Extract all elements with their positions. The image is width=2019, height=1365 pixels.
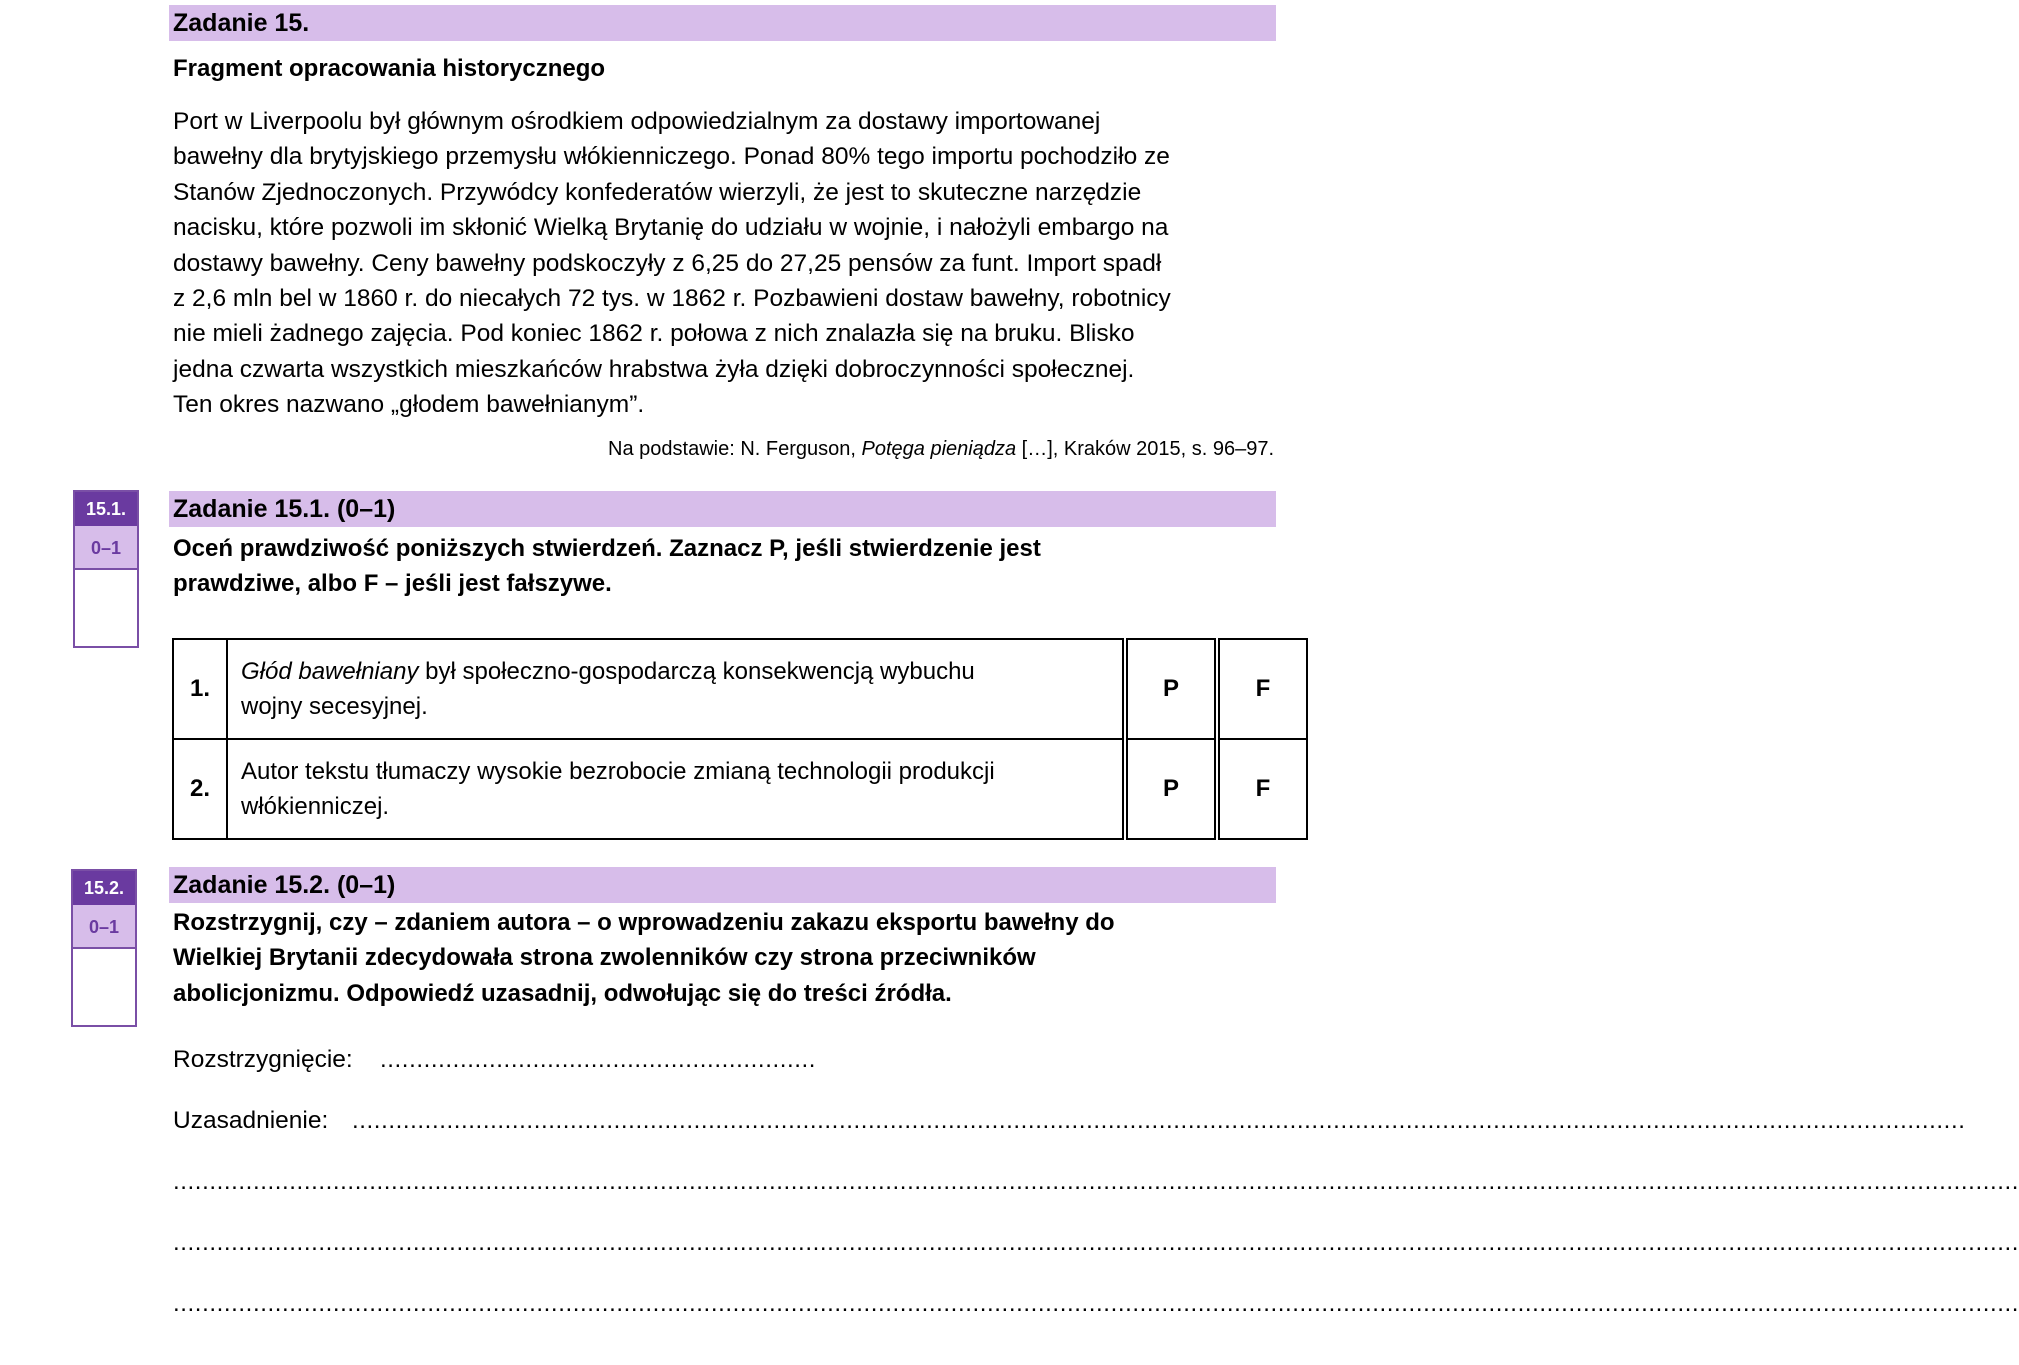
option-false[interactable]: F	[1217, 739, 1307, 839]
score-task-number: 15.2.	[73, 871, 135, 905]
statement-number: 2.	[173, 739, 227, 839]
score-entry-box[interactable]	[73, 949, 135, 1025]
task-15-2-instruction: Rozstrzygnij, czy – zdaniem autora – o wprowadzeniu zakazu eksportu bawełny do Wielkiej Brytanii zdecydowała strona zwolenników czy strona przeciwników abolicjonizmu. Odpowiedź uzasadnij, odwołując się do treści źródła.	[173, 909, 1115, 1007]
passage-subtitle: Fragment opracowania historycznego	[173, 55, 606, 82]
score-points: 0–1	[75, 526, 137, 570]
option-false[interactable]: F	[1217, 639, 1307, 739]
justification-answer-line[interactable]: ..............................................................................................................................................................................................................................	[352, 1107, 1966, 1134]
statement-text: Głód bawełniany był społeczno-gospodarczą konsekwencją wybuchu wojny secesyjnej.	[227, 639, 1125, 739]
passage-text: Port w Liverpoolu był głównym ośrodkiem odpowiedzialnym za dostawy importowanej bawełny dla brytyjskiego przemysłu włókienniczego. Ponad 80% tego importu pochodziło ze Stanów Zjednoczonych. Przywódcy konfederatów wierzyli, że jest to skuteczne narzędzie nacisku, które pozwoli im skłonić Wielką Brytanię do udziału w wojnie, i nałożyli embargo na dostawy bawełny. Ceny bawełny podskoczyły z 6,25 do 27,25 pensów za funt. Import spadł z 2,6 mln bel w 1860 r. do niecałych 72 tys. w 1862 r. Pozbawieni dostaw bawełny, robotnicy nie mieli żadnego zajęcia. Pod koniec 1862 r. połowa z nich znalazła się na bruku. Blisko jedna czwarta wszystkich mieszkańców hrabstwa żyła dzięki dobroczynności społecznej. Ten okres nazwano „głodem bawełnianym”.	[173, 108, 1171, 419]
answer-line[interactable]: ..............................................................................................................................................................................................................................................................	[173, 1290, 2019, 1317]
decision-answer-line[interactable]: ............................................................	[380, 1046, 817, 1073]
option-true[interactable]: P	[1125, 739, 1217, 839]
statement-number: 1.	[173, 639, 227, 739]
true-false-table	[172, 638, 1308, 840]
score-points: 0–1	[73, 905, 135, 949]
option-true[interactable]: P	[1125, 639, 1217, 739]
decision-label: Rozstrzygnięcie:	[173, 1046, 353, 1073]
score-box-15-2	[71, 869, 137, 1027]
score-entry-box[interactable]	[75, 570, 137, 646]
task-15-1-title: Zadanie 15.1. (0–1)	[169, 491, 1276, 527]
score-box-15-1	[73, 490, 139, 648]
task-15-1-instruction: Oceń prawdziwość poniższych stwierdzeń. Zaznacz P, jeśli stwierdzenie jest prawdziwe, albo F – jeśli jest fałszywe.	[173, 535, 1041, 598]
table-row	[173, 739, 1307, 839]
source-citation: Na podstawie: N. Ferguson, Potęga pieniądza […], Kraków 2015, s. 96–97.	[608, 438, 1274, 460]
task-15-2-title: Zadanie 15.2. (0–1)	[169, 867, 1276, 903]
answer-line[interactable]: ..............................................................................................................................................................................................................................................................	[173, 1229, 2019, 1256]
score-task-number: 15.1.	[75, 492, 137, 526]
table-row	[173, 639, 1307, 739]
justification-label: Uzasadnienie:	[173, 1107, 329, 1134]
statement-text: Autor tekstu tłumaczy wysokie bezrobocie zmianą technologii produkcji włókienniczej.	[227, 739, 1125, 839]
answer-line[interactable]: ..............................................................................................................................................................................................................................................................	[173, 1168, 2019, 1195]
task-title: Zadanie 15.	[169, 5, 1276, 41]
